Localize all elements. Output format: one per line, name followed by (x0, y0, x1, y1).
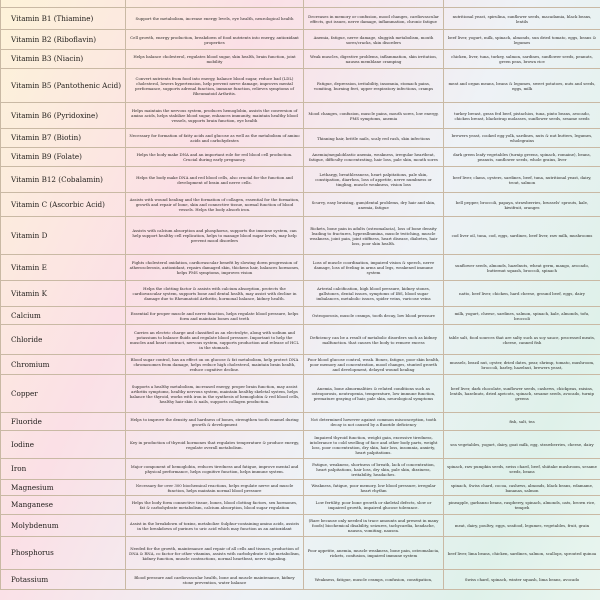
function-cell: Convert nutrients from food into energy, balance blood sugar, reduce bad (LDL) cholesterol, lowers hypertension, help prevent nerve damage, improves mental performance, supports adrenal function, immune function, relieves symptoms of Rheumatoid Arthritis. (126, 69, 304, 103)
deficiency-cell: Rickets, bone pain in adults (osteomalacia), loss of bone density leading to fractures, hyperalbumina, muscle twitching, muscle weakness, joint pain, joint stiffness, heart disease, diabetes, hair loss, poor skin health. (304, 217, 444, 255)
nutrient-name: Manganese (1, 496, 126, 515)
deficiency-cell: Osteoporosis, muscle cramps, tooth decay, low blood pressure (304, 307, 444, 325)
nutrient-row (1, 103, 600, 129)
nutrient-row (1, 0, 600, 8)
sources-cell: beef liver, lima beans, chicken, sardines, salmon, scallops, sprouted quinoa (444, 537, 600, 570)
deficiency-cell: Anemia, fatigue, nerve damage, sluggish metabolism, mouth sores/cracks, skin disorders (304, 30, 444, 50)
deficiency-cell: Weakness, fatigue, poor memory, low blood pressure, irregular heart rhythm (304, 480, 444, 496)
deficiency-cell: Deficiency can be a result of metabolic disorders such as kidney malfunction. that causes the body to remove excess (304, 325, 444, 355)
nutrient-row (1, 69, 600, 103)
nutrient-name: Magnesium (1, 480, 126, 496)
sources-cell (444, 0, 600, 8)
deficiency-cell: Loss of muscle coordination, impaired vision & speech, nerve damage, loss of feeling in arms and legs, weakened immune system (304, 255, 444, 281)
function-cell: Necessary for over 300 biochemical reactions, helps regulate nerve and muscle function, helps maintain normal blood pressure (126, 480, 304, 496)
sources-cell: meat and organ means, beans & legumes, sweet potatoes, nuts and seeds, eggs, milk (444, 69, 600, 103)
nutrient-name: Phosphorus (1, 537, 126, 570)
deficiency-cell: Poor appetite, anemia, muscle weakness, bone pain, osteomalacia, rickets, confusion, impaired immune system (304, 537, 444, 570)
nutrient-row (1, 355, 600, 375)
nutrient-row (1, 480, 600, 496)
nutrient-row (1, 217, 600, 255)
function-cell: Needed for the growth, maintenance and repair of all cells and tissues, production of DNA & RNA, co factor for other vitamins, assists with carbohydrate & fat metabolism, kidney function, muscle contractions, normal heartbeat, nerve signaling. (126, 537, 304, 570)
nutrient-name: Fluoride (1, 413, 126, 431)
function-cell: Helps the body make DNA and an important role for red blood cell production. Crucial during early pregnancy. (126, 148, 304, 167)
function-cell: Carries an electric charge and classified as an electrolyte, along with sodium and potassium to balance fluids and regulate blood pressure. Important to help the muscles and heart contract, nervous system, supports production and release of HCL in the stomach. (126, 325, 304, 355)
nutrient-name: Copper (1, 375, 126, 413)
nutrient-row (1, 459, 600, 480)
function-cell: Helps the body form connective tissue, bones, blood clotting factors, sex hormones, fat & carbohydrate metabolism, calcium absorption, blood sugar regulation (126, 496, 304, 515)
function-cell: Fights cholesterol oxidation, cardiovascular benefit by slowing down progression of atherosclerosis, antioxidant, repairs damaged skin, thickens hair, balances hormones, helps PMS symptoms, improves vision (126, 255, 304, 281)
sources-cell: sunflower seeds, almonds, hazelnuts, wheat germ, mango, avocado, butternut squash, broccoli, spinach (444, 255, 600, 281)
sources-cell: table salt, food sources that are salty such as soy sauce, processed meats, cheese, canned fish (444, 325, 600, 355)
nutrient-row (1, 193, 600, 217)
sources-cell: sea vegetables, yogurt, dairy, goat milk, egg, strawberries, cheese, dairy (444, 431, 600, 459)
function-cell: Blood pressure and cardiovascular health, bone and muscle maintenance, kidney stone prevention, water balance (126, 570, 304, 590)
nutrient-row (1, 30, 600, 50)
sources-cell: nutritional yeast, spirulina, sunflower seeds, macadamia, black beans, lentils (444, 8, 600, 30)
nutrient-row (1, 281, 600, 307)
deficiency-cell: Fatigue, weakness, shortness of breath, lack of concentration, heart palpitations, hair loss, dry skin, pale skin, dizziness, irritability, headaches. (304, 459, 444, 480)
deficiency-cell: Low fertility, poor bone growth or skeletal defects, slow or impaired growth, impaired glucose tolerance. (304, 496, 444, 515)
sources-cell: milk, yogurt, cheese, sardines, salmon, spinach, kale, almonds, tofu, broccoli (444, 307, 600, 325)
nutrient-name: Vitamin K (1, 281, 126, 307)
deficiency-cell: Anemia/megaloblastic anemia, weakness, irregular heartbeat, fatigue, difficulty concentrating, hair loss, pale skin, mouth sores (304, 148, 444, 167)
deficiency-cell: Anemia, bone abnormalities & related conditions such as osteoporosis, neutropenia, temperature, low immune function, premature graying of hair, pale skin, neurological symptoms (304, 375, 444, 413)
deficiency-cell: Mood changes, confusion, muscle pains, mouth sores, low energy, PMS symptoms, anemia (304, 103, 444, 129)
nutrient-row (1, 255, 600, 281)
function-cell: Assists with wound healing and the formation of collagen, essential for the formation, growth and repair of bone, skin and connective tissue, normal function of blood vessels. Helps the body absorb iron. (126, 193, 304, 217)
nutrient-row (1, 129, 600, 148)
sources-cell: beef liver, dark chocolate, sunflower seeds, cashews, chickpeas, raisins, lentils, hazelnuts, dried apricots, spinach, sesame seeds, avocado, turnip greens (444, 375, 600, 413)
nutrient-name: Potassium (1, 570, 126, 590)
deficiency-cell: Arterial calcification, high blood pressure, kidney stones, gallstones, dental issues, symptoms of IBS, blood sugar imbalances, metabolic issues, spider veins, varicose veins (304, 281, 444, 307)
sources-cell: bell pepper, broccoli, papaya, strawberries, brussels' sprouts, kale, kiwifruit, oranges (444, 193, 600, 217)
nutrient-name: Vitamin B1 (Thiamine) (1, 8, 126, 30)
deficiency-cell: Lethargy, breathlessness, heart palpitations, pale skin, constipation, diarrhea, loss of appetite, nerve numbness or tingling, muscle weakness, vision loss (304, 167, 444, 193)
nutrient-name: Vitamin B5 (Pantothenic Acid) (1, 69, 126, 103)
sources-cell: spinach, raw pumpkin seeds, swiss chard, beef, shiitake mushroom, sesame seeds, beans (444, 459, 600, 480)
function-cell: Helps maintain the nervous system, produces hemoglobin, assists the conversion of amino acids, helps stabilize blood sugar, enhances immunity, maintain healthy blood vessels, supports brain function, eye health (126, 103, 304, 129)
function-cell: Support the metabolism, increase energy levels, eye health, neurological health (126, 8, 304, 30)
function-cell: Supports a healthy metabolism, increased energy, proper brain function, may assist arthritis symptoms, healthy nervous system, maintain healthy skeletal system, helps balance the thyroid, works with iron in the synthesis of hemoglobin & red blood cells, healthy hair skin & nails, supports collagen production. (126, 375, 304, 413)
function-cell: Cell growth, energy production, breakdown of food nutrients into energy, antioxidant properties (126, 30, 304, 50)
nutrient-name: Molybdenum (1, 515, 126, 537)
deficiency-cell: Impaired thyroid function, weight gain, excessive tiredness, intolerance to cold swelling of face and other body parts, weight loss, poor concentration, dry skin, hair loss, insomnia, anxiety, heart palpitations. (304, 431, 444, 459)
nutrient-row (1, 307, 600, 325)
deficiency-cell: Poor blood glucose control, weak. Bones, fatigue, poor skin health, poor memory and concentration, mood changes, stunted growth and development, delayed wound healing (304, 355, 444, 375)
nutrient-name (1, 0, 126, 8)
nutrient-name: Chromium (1, 355, 126, 375)
deficiency-cell (304, 0, 444, 8)
sources-cell: Swiss chard, spinach, winter squash, lima beans, avocado (444, 570, 600, 590)
nutrient-name: Vitamin B7 (Biotin) (1, 129, 126, 148)
nutrient-row (1, 431, 600, 459)
sources-cell: turkey breast, grass fed beef, pistachios, tuna, pinto beans, avocado, chicken breast, blackstrap molasses, sunflower seeds, sesame seeds (444, 103, 600, 129)
function-cell (126, 0, 304, 8)
sources-cell: pineapple, garbanzo beans, raspberry, spinach, almonds, oats, brown rice, tempeh (444, 496, 600, 515)
nutrient-name: Vitamin B6 (Pyridoxine) (1, 103, 126, 129)
deficiency-cell: Not determined however against common misconception, tooth decay is not caused by a fluoride deficiency (304, 413, 444, 431)
nutrient-row (1, 375, 600, 413)
function-cell: Major component of hemoglobin, reduces tiredness and fatigue, improve mental and physical performance, helps cognitive function, helps immune system. (126, 459, 304, 480)
nutrient-name: Chloride (1, 325, 126, 355)
nutrient-row (1, 50, 600, 69)
nutrient-name: Vitamin B3 (Niacin) (1, 50, 126, 69)
nutrient-name: Iodine (1, 431, 126, 459)
function-cell: Assists with calcium absorption and phosphorus, supports the immune system, can help support healthy cell replication, helps to manage blood sugar levels, may help prevent mood disorders (126, 217, 304, 255)
nutrient-row (1, 325, 600, 355)
nutrient-row (1, 148, 600, 167)
function-cell: Key in production of thyroid hormones that regulates temperature & produce energy, regulate overall metabolism. (126, 431, 304, 459)
nutrient-row (1, 496, 600, 515)
deficiency-cell: Weak muscles, digestive problems, inflammation, skin irritation, nausea memblane cramping (304, 50, 444, 69)
nutrient-row (1, 537, 600, 570)
nutrient-name: Vitamin D (1, 217, 126, 255)
function-cell: Helps to improve the density and hardness of bones, strengthen tooth enamel during growth & development (126, 413, 304, 431)
deficiency-cell: Fatigue, depression, irritability, insomnia, stomach pains, vomiting, burning feet, upper respiratory infections, cramps (304, 69, 444, 103)
nutrient-row (1, 167, 600, 193)
deficiency-cell: Weakness, fatigue, muscle cramps, confusion, constipation, (304, 570, 444, 590)
function-cell: Blood sugar control, has an effect on on glucose & fat metabolism, help protect DNA chromosomes from damage, helps reduce high cholesterol, maintain brain health, reduce cognitive decline. (126, 355, 304, 375)
function-cell: Helps the clotting factor & assists with calcium absorption, protects the cardiovascular system, supports bone and dental health, may assist with decline in damage due to Rheumatoid Arthritis, hormonal balance, kidney health. (126, 281, 304, 307)
sources-cell: spinach, Swiss chard, cocoa, cashews, almonds, black beans, edamame, bananas, salmon (444, 480, 600, 496)
sources-cell: dark green leafy vegetables (turnip greens, spinach, romaine), beans, peanuts, sunflower seeds, whole grains, liver (444, 148, 600, 167)
nutrient-row (1, 570, 600, 590)
nutrient-row (1, 413, 600, 431)
nutrient-name: Vitamin B12 (Cobalamin) (1, 167, 126, 193)
deficiency-cell: Decreases in memory or confusion, mood changes, cardiovascular effects, gut issues, nerve damage, inflammation, chronic fatigue (304, 8, 444, 30)
nutrient-name: Iron (1, 459, 126, 480)
function-cell: Helps the body make DNA and red blood cells, also crucial for the function and development of brain and nerve cells. (126, 167, 304, 193)
deficiency-cell: (Rare because only needed in trace amounts and present in many foods) biochemical disability, seizures, tachycardia, headache, nausea, vomiting, nausea. (304, 515, 444, 537)
sources-cell: beef liver, clams, oysters, sardines, beef, tuna, nutritional yeast, dairy, trout, salmon (444, 167, 600, 193)
sources-cell: brewers yeast, cooked egg yolk, sardines, nuts & nut butters, legumes, wholegrains (444, 129, 600, 148)
nutrient-name: Vitamin B2 (Riboflavin) (1, 30, 126, 50)
nutrient-name: Vitamin E (1, 255, 126, 281)
nutrient-name: Vitamin B9 (Folate) (1, 148, 126, 167)
nutrient-rows (1, 0, 600, 590)
function-cell: Assist in the breakdown of toxins, metabolize Sulphur-containing amino acids, assists in the breakdown of purines to uric acid which may function as an antioxidant (126, 515, 304, 537)
sources-cell: natto, beef liver, chicken, hard cheese, ground beef, eggs, dairy (444, 281, 600, 307)
sources-cell: cod liver oil, tuna, cod, eggs, sardines, beef liver, raw milk, mushrooms (444, 217, 600, 255)
function-cell: Essential for proper muscle and nerve function, helps regulate blood pressure, helps form and maintain bones and teeth (126, 307, 304, 325)
function-cell: Helps balance cholesterol, regulates blood sugar, skin health, brain function, joint mobility (126, 50, 304, 69)
deficiency-cell: Thinning hair, brittle nails, scaly red rash, skin infections (304, 129, 444, 148)
nutrient-row (1, 515, 600, 537)
nutrient-row (1, 8, 600, 30)
sources-cell: mussels, brazil nut, oyster, dried dates, pear, shrimp, tomato, mushroom, broccoli, barley, hazelnut, brewers yeast, (444, 355, 600, 375)
function-cell: Necessary for formation of fatty acids and glucose as well as the metabolism of amino acids and carbohydrates (126, 129, 304, 148)
sources-cell: meat, dairy, poultry, eggs, seafood, legumes, vegetables, fruit, grain (444, 515, 600, 537)
sources-cell: beef liver, yogurt, milk, spinach, almonds, sun dried tomato, eggs, beans & legumes (444, 30, 600, 50)
sources-cell: fish, salt, tea (444, 413, 600, 431)
nutrient-name: Vitamin C (Ascorbic Acid) (1, 193, 126, 217)
deficiency-cell: Scurvy, easy bruising, gum/dental problems, dry hair and skin, anemia, fatigue (304, 193, 444, 217)
sources-cell: chicken, liver, tuna, turkey, salmon, sardines, sunflower seeds, peanuts, green peas, brown rice (444, 50, 600, 69)
nutrient-name: Calcium (1, 307, 126, 325)
